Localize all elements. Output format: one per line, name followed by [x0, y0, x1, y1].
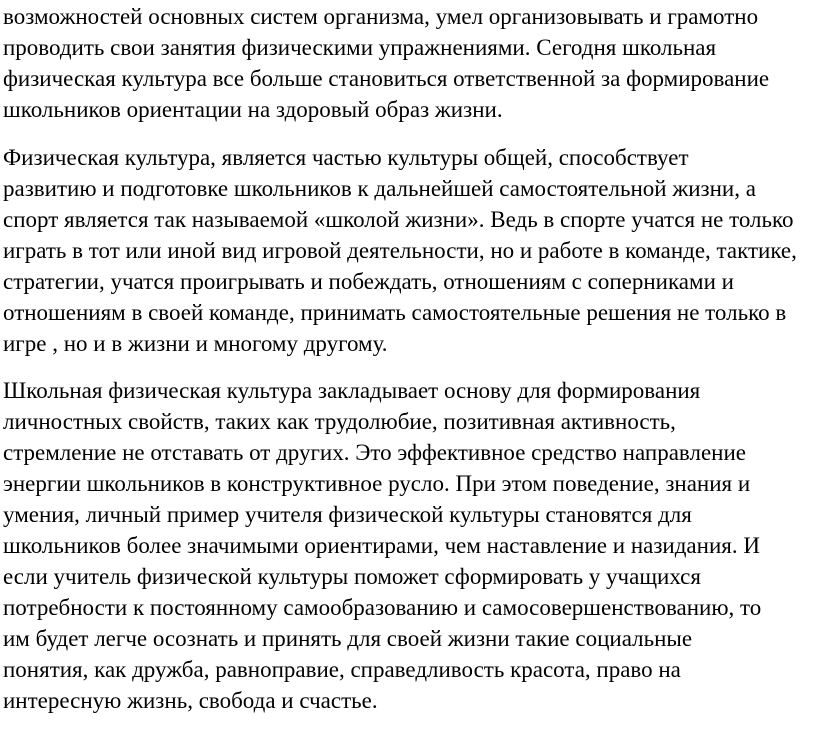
paragraph-2-line-2: развитию и подготовке школьников к дальнейшей самостоятельной жизни, а [3, 176, 756, 201]
paragraph-3-line-3: стремление не отставать от других. Это эффективное средство направление [3, 440, 746, 465]
paragraph-3-line-4: энергии школьников в конструктивное русло. При этом поведение, знания и [3, 471, 751, 496]
paragraph-2-line-6: отношениям в своей команде, принимать самостоятельные решения не только в [3, 300, 787, 325]
paragraph-2-line-1: Физическая культура, является частью культуры общей, способствует [3, 145, 689, 170]
paragraph-3-line-11: интересную жизнь, свобода и счастье. [3, 688, 378, 713]
paragraph-3-line-8: потребности к постоянному самообразованию и самосовершенствованию, то [3, 595, 762, 620]
paragraph-1-line-3: физическая культура все больше становиться ответственной за формирование [3, 66, 770, 91]
paragraph-3-line-10: понятия, как дружба, равноправие, справедливость красота, право на [3, 657, 681, 682]
paragraph-2-line-4: играть в тот или иной вид игровой деятельности, но и работе в команде, тактике, [3, 238, 797, 263]
paragraph-3-line-6: школьников более значимыми ориентирами, чем наставление и назидания. И [3, 533, 760, 558]
paragraph-2-line-5: стратегии, учатся проигрывать и побеждать, отношениям с соперниками и [3, 269, 734, 294]
paragraph-2-line-3: спорт является так называемой «школой жизни». Ведь в спорте учатся не только [3, 207, 794, 232]
paragraph-1-line-4: школьников ориентации на здоровый образ жизни. [3, 97, 503, 122]
paragraph-3-line-7: если учитель физической культуры поможет сформировать у учащихся [3, 564, 701, 589]
paragraph-3-line-5: умения, личный пример учителя физической культуры становятся для [3, 502, 692, 527]
paragraph-1-line-1: возможностей основных систем организма, умел организовывать и грамотно [3, 4, 759, 29]
paragraph-3-line-1: Школьная физическая культура закладывает основу для формирования [3, 378, 701, 403]
paragraph-1-line-2: проводить свои занятия физическими упражнениями. Сегодня школьная [3, 35, 717, 60]
paragraph-3-line-2: личностных свойств, таких как трудолюбие, позитивная активность, [3, 409, 676, 434]
paragraph-2-line-7: игре , но и в жизни и многому другому. [3, 331, 388, 356]
paragraph-3-line-9: им будет легче осознать и принять для своей жизни такие социальные [3, 626, 693, 651]
